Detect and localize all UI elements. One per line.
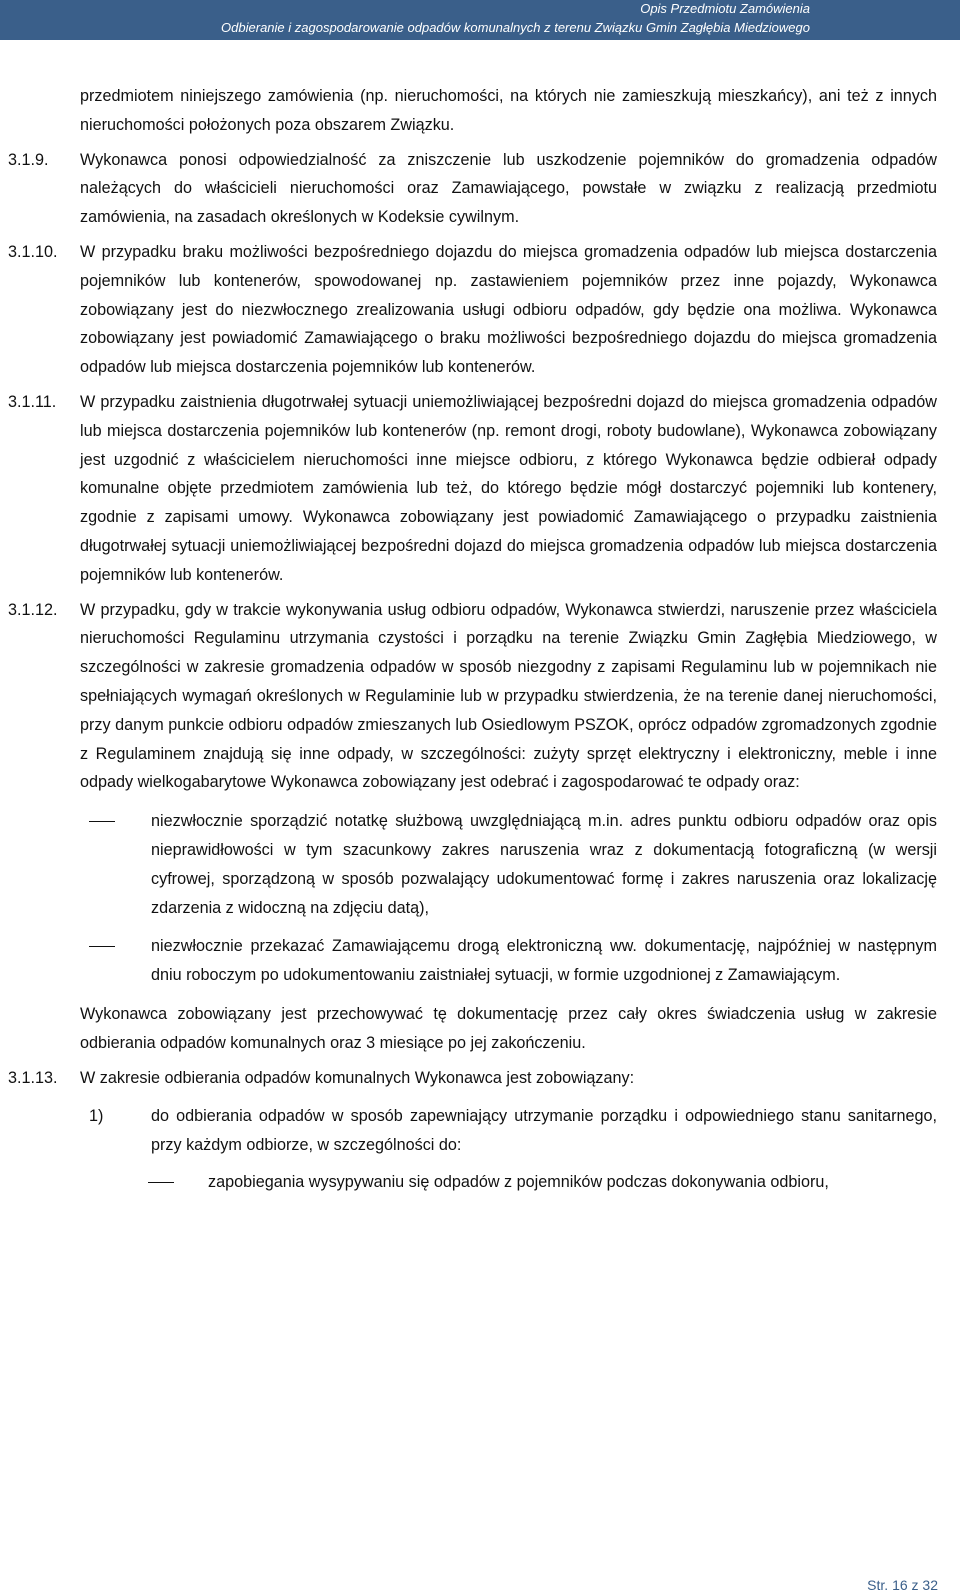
dash-bullet <box>89 821 115 822</box>
documentation-retention-text: Wykonawca zobowiązany jest przechowywać tę dokumentację przez cały okres świadczenia usług w zakresie odbierania odpadów komunalnych oraz 3 miesiące po jej zakończeniu. <box>80 1004 937 1052</box>
dash-bullet <box>148 1182 174 1183</box>
paragraph-3-1-9 <box>0 146 960 232</box>
numbered-item-text: do odbierania odpadów w sposób zapewniający utrzymanie porządku i odpowiedniego stanu sanitarnego, przy każdym odbiorze, w szczególności do: <box>151 1107 937 1155</box>
paragraph-number: 3.1.10. <box>8 242 58 261</box>
paragraph-3-1-12 <box>0 596 960 798</box>
dash-item-text: niezwłocznie przekazać Zamawiającemu drogą elektroniczną ww. dokumentację, najpóźniej w następnym dniu roboczym po udokumentowaniu zaistniałej sytuacji, w formie uzgodnionej z Zamawiającym. <box>151 937 937 985</box>
sub-item-text: zapobiegania wysypywaniu się odpadów z pojemników podczas dokonywania odbioru, <box>208 1172 829 1191</box>
paragraph-3-1-11 <box>0 388 960 590</box>
document-header <box>0 0 960 40</box>
paragraph-text: W przypadku, gdy w trakcie wykonywania usług odbioru odpadów, Wykonawca stwierdzi, naruszenie przez właściciela nieruchomości Regulaminu utrzymania czystości i porządku na terenie Związku Gmin Zagłębia Miedziowego, w szczególności w zakresie gromadzenia odpadów w sposób niezgodny z zapisami Regulaminu lub w pojemnikach nie spełniających wymagań określonych w Regulaminie lub w przypadku stwierdzenia, że na terenie danej nieruchomości, przy danym punkcie odbioru odpadów zmieszanych lub Osiedlowym PSZOK, oprócz odpadów zgromadzonych zgodnie z Regulaminem znajdują się inne odpady, w szczególności: zużyty sprzęt elektryczny i elektroniczny, meble i inne odpady wielkogabarytowe Wykonawca zobowiązany jest odebrać i zagospodarować te odpady oraz: <box>80 600 937 792</box>
paragraph-3-1-10 <box>0 238 960 382</box>
paragraph-text: W zakresie odbierania odpadów komunalnych Wykonawca jest zobowiązany: <box>80 1068 635 1087</box>
dash-item-text: niezwłocznie sporządzić notatkę służbową uwzględniającą m.in. adres punktu odbioru odpadów oraz opis nieprawidłowości w tym szacunkowy zakres naruszenia wraz z dokumentacją fotograficzną (w wersji cyfrowej, sporządzoną w sposób pozwalający udokumentować formę i zakres naruszenia oraz lokalizację zdarzenia z widoczną na zdjęciu datą), <box>151 812 937 917</box>
paragraph-3-1-13 <box>0 1064 960 1093</box>
paragraph-number: 3.1.13. <box>8 1068 58 1087</box>
dash-bullet <box>89 946 115 947</box>
paragraph-text: Wykonawca ponosi odpowiedzialność za zniszczenie lub uszkodzenie pojemników do gromadzenia odpadów należących do właścicieli nieruchomości oraz Zamawiającego, powstałe w związku z realizacją przedmiotu zamówienia, na zasadach określonych w Kodeksie cywilnym. <box>80 150 937 227</box>
continuation-text: przedmiotem niniejszego zamówienia (np. nieruchomości, na których nie zamieszkują mieszkańcy), ani też z innych nieruchomości położonych poza obszarem Związku. <box>80 87 937 134</box>
numbered-list-item <box>89 1102 937 1160</box>
header-title: Opis Przedmiotu Zamówienia <box>640 1 810 16</box>
paragraph-text: W przypadku braku możliwości bezpośredniego dojazdu do miejsca gromadzenia odpadów lub miejsca dostarczenia pojemników lub kontenerów, spowodowanej np. zastawieniem pojemników przez inne pojazdy, Wykonawca zobowiązany jest do niezwłocznego zrealizowania usługi odbioru odpadów, gdy będzie ona możliwa. Wykonawca zobowiązany jest powiadomić Zamawiającego o braku możliwości bezpośredniego dojazdu do miejsca gromadzenia odpadów lub miejsca dostarczenia pojemników lub kontenerów. <box>80 242 937 377</box>
item-number: 1) <box>89 1107 104 1126</box>
page-body <box>0 82 960 1197</box>
header-subtitle: Odbieranie i zagospodarowanie odpadów komunalnych z terenu Związku Gmin Zagłębia Miedziowego <box>221 20 810 35</box>
paragraph-number: 3.1.11. <box>8 392 57 411</box>
paragraph-text: W przypadku zaistnienia długotrwałej sytuacji uniemożliwiającej bezpośredni dojazd do miejsca gromadzenia odpadów lub miejsca dostarczenia pojemników lub kontenerów (np. remont drogi, roboty budowlane), Wykonawca zobowiązany jest uzgodnić z właścicielem nieruchomości inne miejsce odbioru, z którego Wykonawca będzie odbierał odpady komunalne objęte przedmiotem zamówienia lub też, do którego będzie mógł dostarczyć pojemniki lub kontenery, zgodnie z zapisami umowy. Wykonawca zobowiązany jest powiadomić Zamawiającego o przypadku zaistnienia długotrwałej sytuacji uniemożliwiającej bezpośredni dojazd do miejsca gromadzenia odpadów lub miejsca dostarczenia pojemników lub kontenerów. <box>80 392 937 584</box>
paragraph-number: 3.1.9. <box>8 150 49 169</box>
page-number: Str. 16 z 32 <box>867 1577 938 1593</box>
sub-dash-list-item <box>208 1168 937 1197</box>
paragraph-number: 3.1.12. <box>8 600 58 619</box>
dash-list-item <box>151 932 937 990</box>
dash-list-item <box>151 807 937 922</box>
